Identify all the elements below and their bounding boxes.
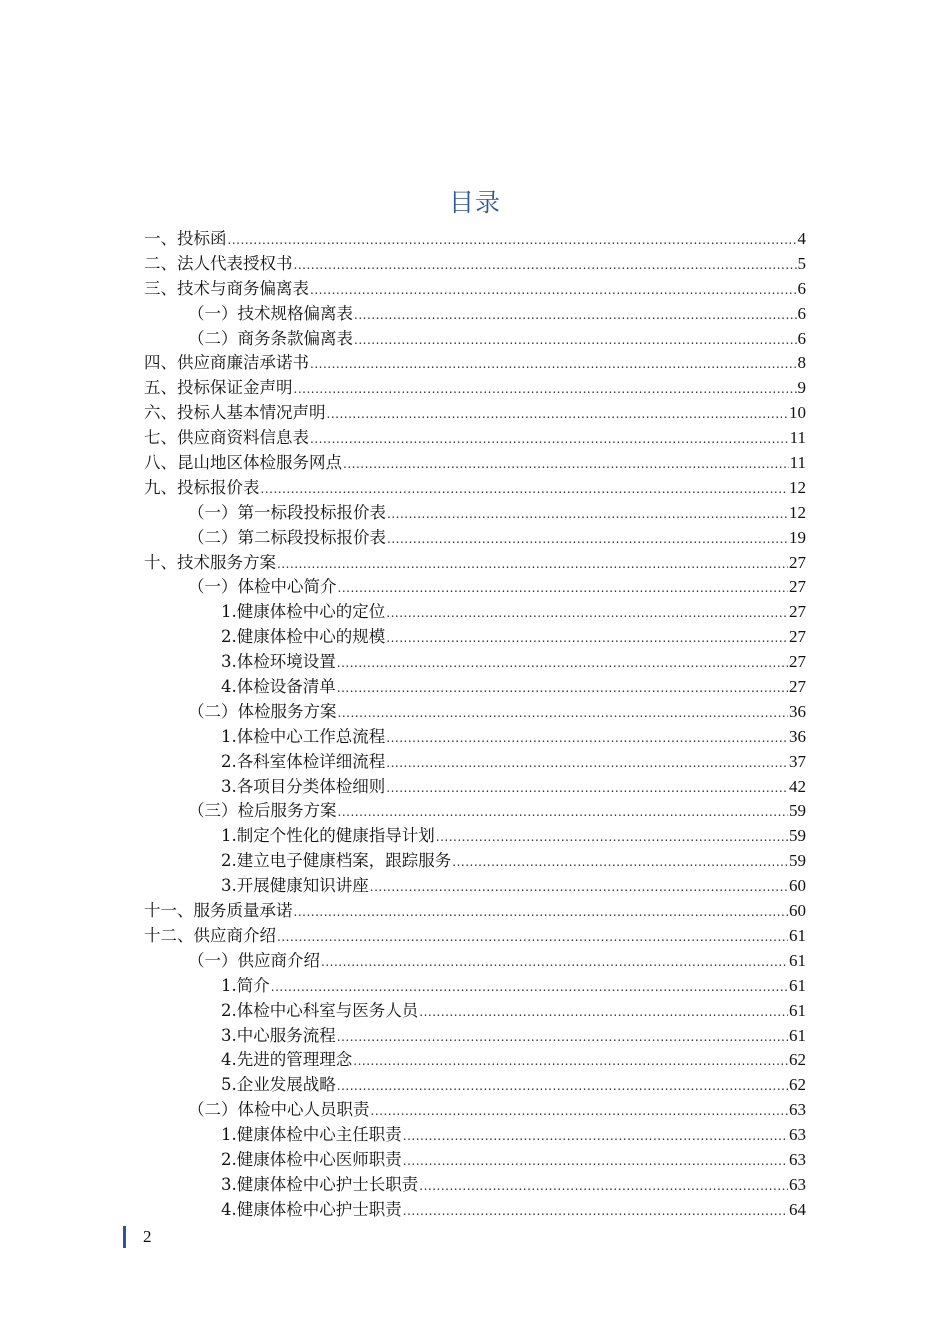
toc-entry[interactable] [144,351,806,376]
toc-entry[interactable] [144,1148,806,1173]
toc-dot-leader [371,1105,789,1117]
toc-heading: 目录 [448,188,501,217]
toc-entry[interactable] [144,1198,806,1223]
toc-entry[interactable] [144,551,806,576]
toc-entry-label: 六、投标人基本情况声明 [144,403,326,423]
toc-entry[interactable] [144,775,806,800]
toc-entry-label: （一）第一标段投标报价表 [188,502,386,522]
toc-entry-page: 63 [789,1149,806,1169]
toc-dot-leader [387,508,788,520]
toc-entry[interactable] [144,600,806,625]
toc-dot-leader [337,1080,788,1092]
toc-entry-label: 五、投标保证金声明 [144,378,293,398]
toc-dot-leader [419,1180,788,1192]
toc-entry[interactable] [144,924,806,949]
toc-dot-leader [294,906,789,918]
toc-entry-page: 61 [789,1000,806,1020]
toc-entry[interactable] [144,501,806,526]
toc-dot-leader [310,284,797,296]
toc-entry[interactable] [144,227,806,252]
toc-dot-leader [337,682,788,694]
toc-dot-leader [271,981,788,993]
toc-entry-label: （一）体检中心简介 [188,577,337,597]
toc-entry[interactable] [144,675,806,700]
toc-entry[interactable] [144,277,806,302]
toc-entry-page: 12 [789,502,806,522]
toc-entry-label: 3.体检环境设置 [221,652,336,672]
toc-entry-label: 八、昆山地区体检服务网点 [144,453,342,473]
toc-entry-page: 27 [789,552,806,572]
toc-entry-label: 2.各科室体检详细流程 [221,751,386,771]
toc-entry-label: 5.企业发展战略 [221,1075,336,1095]
toc-dot-leader [403,1205,788,1217]
toc-entry[interactable] [144,1173,806,1198]
toc-entry-page: 60 [789,901,806,921]
toc-entry-label: 1.体检中心工作总流程 [221,726,386,746]
toc-entry[interactable] [144,700,806,725]
toc-entry-page: 61 [789,975,806,995]
toc-entry-label: 1.制定个性化的健康指导计划 [221,826,435,846]
table-of-contents [144,227,806,1223]
toc-entry-label: （二）体检服务方案 [188,701,337,721]
toc-entry[interactable] [144,1123,806,1148]
toc-entry-label: 七、供应商资料信息表 [144,428,309,448]
toc-entry-page: 42 [789,776,806,796]
toc-entry-label: （三）检后服务方案 [188,801,337,821]
toc-entry-label: 3.健康体检中心护士长职责 [221,1174,419,1194]
toc-entry-page: 19 [789,527,806,547]
toc-entry[interactable] [144,974,806,999]
toc-entry-page: 64 [789,1199,806,1219]
toc-entry[interactable] [144,1098,806,1123]
toc-entry-page: 61 [789,950,806,970]
toc-entry[interactable] [144,302,806,327]
toc-entry-page: 63 [789,1100,806,1120]
toc-entry[interactable] [144,401,806,426]
toc-dot-leader [343,458,789,470]
toc-entry[interactable] [144,799,806,824]
toc-entry-page: 27 [789,677,806,697]
toc-entry[interactable] [144,750,806,775]
toc-entry-label: 2.建立电子健康档案，跟踪服务 [221,851,452,871]
toc-entry-label: 2.体检中心科室与医务人员 [221,1000,419,1020]
toc-dot-leader [228,234,797,246]
toc-entry-label: （一）技术规格偏离表 [188,303,353,323]
toc-dot-leader [337,657,788,669]
toc-entry-page: 6 [797,303,806,323]
toc-dot-leader [370,881,788,893]
toc-dot-leader [338,806,789,818]
toc-entry-page: 27 [789,627,806,647]
toc-entry[interactable] [144,1073,806,1098]
toc-dot-leader [294,259,797,271]
toc-entry-page: 61 [789,1025,806,1045]
toc-entry[interactable] [144,526,806,551]
toc-dot-leader [452,856,788,868]
toc-entry[interactable] [144,1048,806,1073]
toc-entry[interactable] [144,824,806,849]
page-number: 2 [143,1227,152,1246]
toc-entry-page: 62 [789,1050,806,1070]
toc-entry-page: 59 [789,826,806,846]
toc-entry-page: 63 [789,1125,806,1145]
toc-entry-page: 8 [797,353,806,373]
toc-entry-label: 九、投标报价表 [144,477,260,497]
toc-entry-label: 十、技术服务方案 [144,552,276,572]
toc-entry-page: 4 [797,229,806,248]
toc-entry-label: 1.简介 [221,975,270,995]
toc-entry-page: 62 [789,1075,806,1095]
toc-entry-page: 27 [789,602,806,622]
toc-dot-leader [403,1130,788,1142]
toc-entry[interactable] [144,625,806,650]
toc-entry[interactable] [144,376,806,401]
toc-entry-label: 2.健康体检中心医师职责 [221,1149,402,1169]
footer-accent-bar [123,1226,126,1248]
toc-dot-leader [321,956,788,968]
toc-entry-page: 11 [789,428,806,448]
toc-entry-label: （二）体检中心人员职责 [188,1100,370,1120]
toc-dot-leader [310,358,797,370]
toc-entry[interactable] [144,949,806,974]
toc-entry-page: 36 [789,726,806,746]
toc-entry-label: 三、技术与商务偏离表 [144,278,309,298]
toc-entry-page: 5 [797,253,806,273]
toc-dot-leader [277,558,788,570]
toc-entry-label: 二、法人代表授权书 [144,253,293,273]
toc-entry[interactable] [144,899,806,924]
toc-entry[interactable] [144,476,806,501]
toc-entry[interactable] [144,252,806,277]
toc-entry[interactable] [144,426,806,451]
toc-dot-leader [310,433,789,445]
toc-dot-leader [387,533,788,545]
toc-entry-label: 1.健康体检中心主任职责 [221,1125,402,1145]
toc-entry-label: 3.中心服务流程 [221,1025,336,1045]
toc-entry-label: 十二、供应商介绍 [144,925,276,945]
toc-dot-leader [436,831,788,843]
toc-entry-label: 3.各项目分类体检细则 [221,776,386,796]
toc-dot-leader [354,334,797,346]
toc-entry-page: 10 [789,403,806,423]
toc-entry-label: 4.先进的管理理念 [221,1050,353,1070]
toc-entry-page: 6 [797,278,806,298]
toc-entry-page: 11 [789,453,806,473]
toc-dot-leader [327,408,789,420]
toc-entry[interactable] [144,725,806,750]
toc-entry-label: 1.健康体检中心的定位 [221,602,386,622]
toc-entry-page: 60 [789,876,806,896]
toc-dot-leader [261,483,789,495]
toc-entry-label: （二）商务条款偏离表 [188,328,353,348]
toc-dot-leader [386,607,788,619]
toc-entry-label: （一）供应商介绍 [188,950,320,970]
toc-dot-leader [386,757,788,769]
toc-dot-leader [337,1031,788,1043]
toc-dot-leader [294,383,797,395]
toc-dot-leader [386,632,788,644]
toc-entry-page: 63 [789,1174,806,1194]
toc-entry-page: 12 [789,477,806,497]
toc-dot-leader [403,1155,788,1167]
toc-entry-label: 十一、服务质量承诺 [144,901,293,921]
toc-entry-label: （二）第二标段投标报价表 [188,527,386,547]
toc-entry-label: 四、供应商廉洁承诺书 [144,353,309,373]
toc-entry[interactable] [144,327,806,352]
toc-entry-page: 61 [789,925,806,945]
toc-entry[interactable] [144,650,806,675]
toc-dot-leader [386,732,788,744]
toc-entry-page: 59 [789,801,806,821]
toc-entry-label: 4.体检设备清单 [221,677,336,697]
toc-dot-leader [386,782,788,794]
toc-entry-page: 27 [789,577,806,597]
toc-entry-page: 9 [797,378,806,398]
toc-entry-label: 2.健康体检中心的规模 [221,627,386,647]
toc-entry[interactable] [144,874,806,899]
toc-dot-leader [419,1006,788,1018]
toc-entry-page: 6 [797,328,806,348]
toc-entry[interactable] [144,575,806,600]
toc-entry[interactable] [144,451,806,476]
toc-entry-page: 59 [789,851,806,871]
toc-entry-page: 27 [789,652,806,672]
toc-entry[interactable] [144,849,806,874]
toc-entry[interactable] [144,1024,806,1049]
toc-entry-label: 3.开展健康知识讲座 [221,876,369,896]
toc-dot-leader [354,309,797,321]
toc-entry-page: 37 [789,751,806,771]
toc-dot-leader [338,707,789,719]
toc-dot-leader [277,931,788,943]
toc-dot-leader [353,1055,788,1067]
toc-dot-leader [338,582,789,594]
toc-entry-page: 36 [789,701,806,721]
toc-entry[interactable] [144,999,806,1024]
toc-entry-label: 4.健康体检中心护士职责 [221,1199,402,1219]
toc-entry-label: 一、投标函 [144,229,227,248]
